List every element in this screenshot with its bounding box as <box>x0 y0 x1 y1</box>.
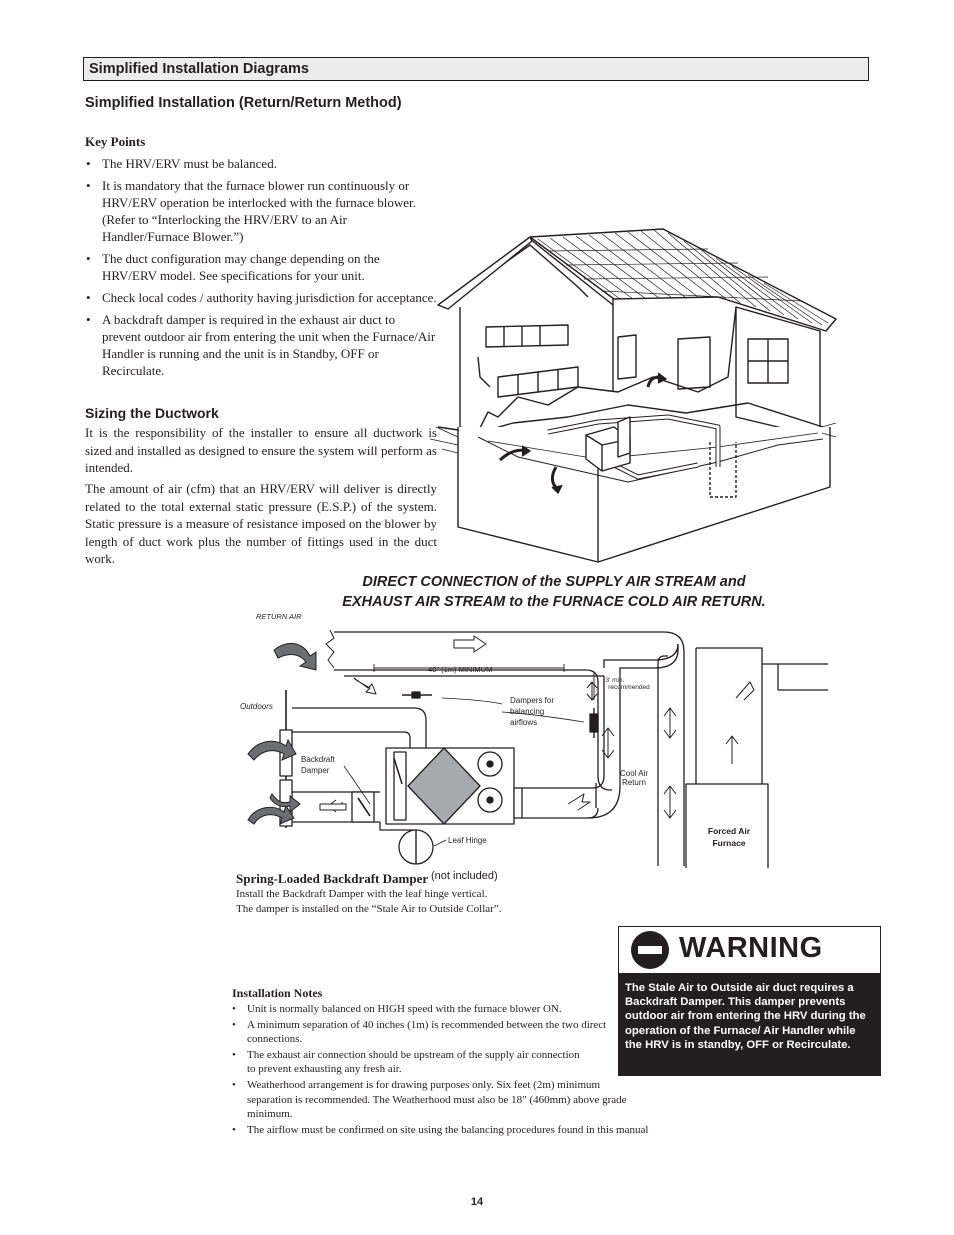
key-point-item: • It is mandatory that the furnace blower run continuously or HRV/ERV operation be interlocked with the furnace blower. (Refer to “Interlocking the HRV/ERV to an Air Handler/Furnace Blower.”) <box>85 177 437 246</box>
installation-notes-title: Installation Notes <box>232 986 323 1000</box>
installation-diagram <box>234 608 834 868</box>
page-number: 14 <box>470 1196 484 1208</box>
page-subtitle: Simplified Installation (Return/Return Method) <box>85 95 402 111</box>
warning-text: The Stale Air to Outside air duct requires a Backdraft Damper. This damper prevents outdoor air from entering the HRV during the operation of the Furnace/ Air Handler while the HRV is in standby, OFF or Recirculate. <box>619 973 880 1075</box>
section-header-bar <box>83 57 869 81</box>
key-point-item: • A backdraft damper is required in the exhaust air duct to prevent outdoor air from entering the unit when the Furnace/Air Handler is running and the unit is in Standby, OFF or Recirculate. <box>85 311 437 380</box>
label-backdraft-2: Damper <box>301 766 330 775</box>
warning-title: WARNING <box>679 932 823 964</box>
label-return-air: RETURN AIR <box>256 612 302 621</box>
spring-damper-note: (not included) <box>431 870 498 882</box>
installation-note-item: • The airflow must be confirmed on site using the balancing procedures found in this manual <box>232 1123 712 1138</box>
key-points-list <box>85 155 437 384</box>
direct-connection-line-1: DIRECT CONNECTION of the SUPPLY AIR STREAM and <box>362 574 746 590</box>
house-cutaway-illustration <box>418 227 838 567</box>
warning-header <box>619 927 880 973</box>
label-outdoors: Outdoors <box>240 702 273 711</box>
spring-damper-line-1: Install the Backdraft Damper with the leaf hinge vertical. <box>236 888 488 900</box>
label-forced-air-2: Furnace <box>712 838 746 848</box>
no-entry-icon <box>631 931 669 969</box>
label-dampers-2: balancing <box>510 707 545 716</box>
direct-connection-heading <box>300 572 808 612</box>
label-dampers-3: airflows <box>510 718 538 727</box>
spring-damper-line-2: The damper is installed on the “Stale Air to Outside Collar”. <box>236 903 502 915</box>
key-point-item: • The duct configuration may change depending on the HRV/ERV model. See specifications for your unit. <box>85 250 437 284</box>
label-minimum: 40" (1m) MINIMUM <box>428 665 493 674</box>
label-leaf-hinge: Leaf Hinge <box>448 836 487 845</box>
installation-notes-list <box>232 1002 712 1138</box>
installation-note-item: • Weatherhood arrangement is for drawing purposes only. Six feet (2m) minimum separation is recommended. The Weatherhood must also be 18" (460mm) above grade minimum. <box>232 1078 627 1122</box>
label-cool-air-2: Return <box>621 778 647 787</box>
installation-note-item: • A minimum separation of 40 inches (1m) is recommended between the two direct connections. <box>232 1018 607 1047</box>
key-point-item: • Check local codes / authority having jurisdiction for acceptance. <box>85 289 437 306</box>
sizing-title: Sizing the Ductwork <box>85 405 219 421</box>
sizing-paragraph-2: The amount of air (cfm) that an HRV/ERV will deliver is directly related to the total external static pressure (E.S.P.) of the system. Static pressure is a measure of resistance imposed on the blower by length of duct work plus the number of fittings used in the duct work. <box>85 481 437 566</box>
section-title: Simplified Installation Diagrams <box>89 61 309 77</box>
label-three-min-2: recommended <box>608 684 650 691</box>
sizing-paragraph-1: It is the responsibility of the installer to ensure all ductwork is sized and installed as designed to ensure the system will perform as intended. <box>85 425 437 475</box>
installation-note-item: • Unit is normally balanced on HIGH speed with the furnace blower ON. <box>232 1002 712 1017</box>
label-dampers-1: Dampers for <box>510 696 555 705</box>
key-point-item: • The HRV/ERV must be balanced. <box>85 155 437 172</box>
label-cool-air-1: Cool Air <box>619 769 649 778</box>
label-forced-air-1: Forced Air <box>707 826 751 836</box>
installation-note-item: • The exhaust air connection should be upstream of the supply air connection to prevent exhausting any fresh air. <box>232 1048 587 1077</box>
label-three-min-1: 3' min. <box>605 677 625 684</box>
key-points-title: Key Points <box>85 134 146 149</box>
label-backdraft-1: Backdraft <box>301 755 335 764</box>
direct-connection-line-2: EXHAUST AIR STREAM to the FURNACE COLD AIR RETURN. <box>342 594 766 610</box>
spring-damper-title: Spring-Loaded Backdraft Damper <box>236 871 429 886</box>
